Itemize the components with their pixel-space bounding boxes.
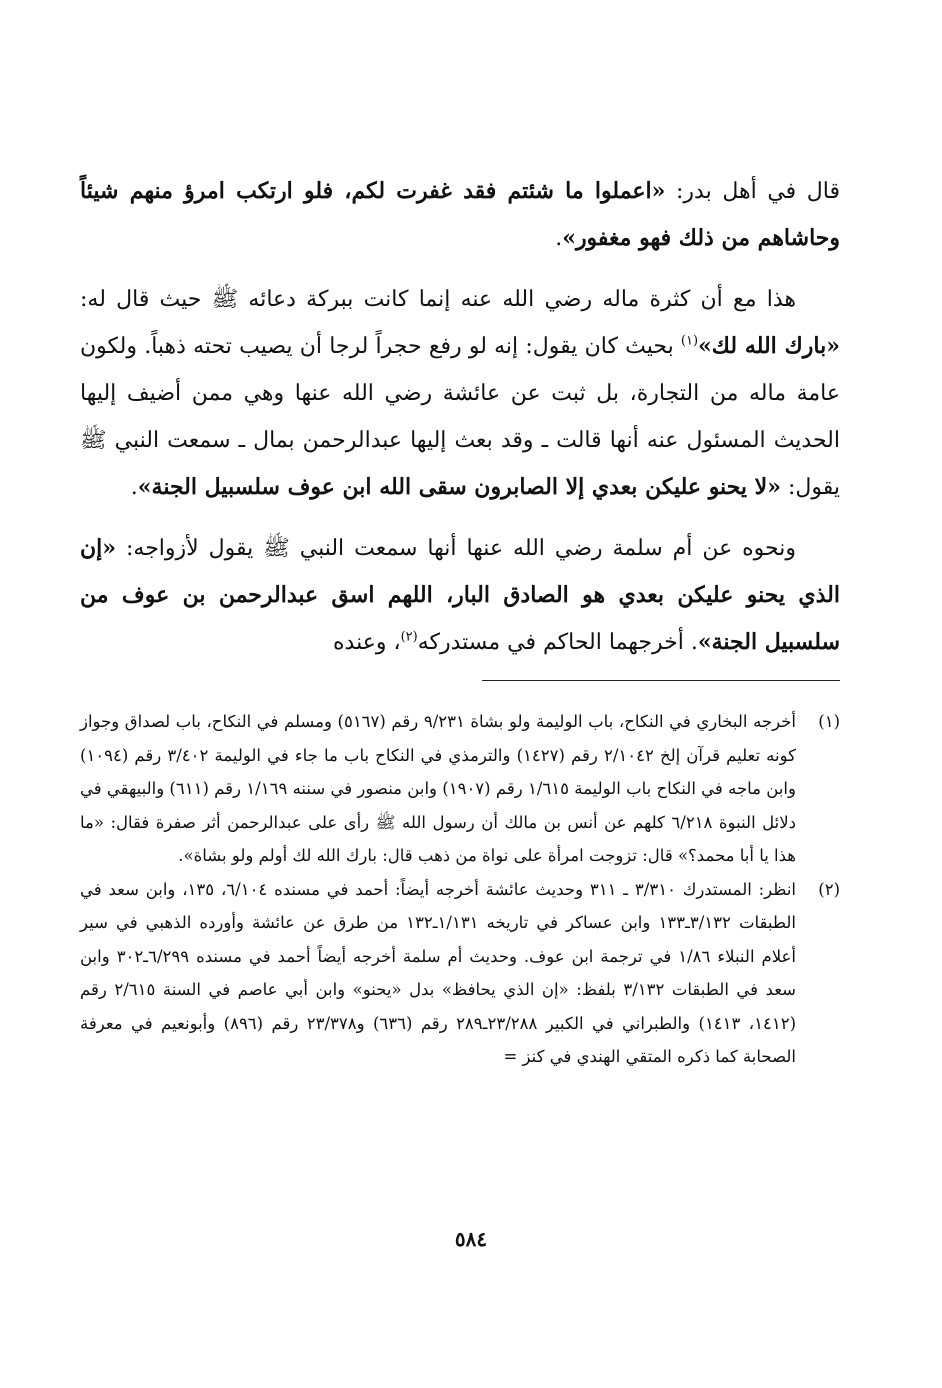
paragraph-2-end: . — [130, 475, 138, 500]
paragraph-2-body: بحيث كان يقول: إنه لو رفع حجراً لرجا أن يصيب تحته ذهباً. ولكون عامة ماله من التجارة، بل ثبت عن عائشة رضي الله عنها وهي ممن أضيف إليها الحديث المسئول عنه أنها قالت ـ وقد بعث إليها عبدالرحمن بمال ـ سمعت النبي ﷺ يقول: — [80, 334, 840, 500]
footnote-1 — [80, 705, 840, 873]
main-text — [80, 168, 840, 666]
hadith-quote-1: «اعملوا ما شئتم فقد غفرت لكم، فلو ارتكب امرؤ منهم شيئاً وحاشاهم من ذلك فهو مغفور» — [80, 178, 840, 251]
paragraph-3-end: ، وعنده — [333, 630, 401, 655]
footnote-2 — [80, 873, 840, 1074]
footnote-text: انظر: المستدرك ٣/٣١٠ ـ ٣١١ وحديث عائشة أخرجه أيضاً: أحمد في مسنده ٦/١٠٤، ١٣٥، وابن سعد في الطبقات ٣/١٣٢ـ١٣٣ وابن عساكر في تاريخه ١/١٣١ـ١٣٢ من طرق عن عائشة وأورده الذهبي في سير أعلام النبلاء ١/٨٦ في ترجمة ابن عوف. وحديث أم سلمة أخرجه أيضاً أحمد في مسنده ٦/٢٩٩ـ٣٠٢ وابن سعد في الطبقات ٣/١٣٢ بلفظ: «إن الذي يحافظ» بدل «يحنو» وابن أبي عاصم في السنة ٢/٦١٥ رقم (١٤١٢، ١٤١٣) والطبراني في الكبير ٢٣/٢٨٨ـ٢٨٩ رقم (٦٣٦) و٢٣/٣٧٨ رقم (٨٩٦) وأبونعيم في معرفة الصحابة كما ذكره المتقي الهندي في كنز = — [80, 879, 797, 1066]
footnote-ref-1: (١) — [680, 333, 699, 349]
paragraph-3-body: . أخرجهما الحاكم في مستدركه — [417, 630, 698, 655]
paragraph-1 — [80, 168, 840, 262]
footnote-separator — [482, 680, 840, 681]
paragraph-1-intro: قال في أهل بدر: — [665, 179, 840, 204]
footnote-text: أخرجه البخاري في النكاح، باب الوليمة ولو بشاة ٩/٢٣١ رقم (٥١٦٧) ومسلم في النكاح، باب لصداق وجواز كونه تعليم قرآن إلخ ٢/١٠٤٢ رقم (١٤٢٧) والترمذي في النكاح باب ما جاء في الوليمة ٣/٤٠٢ رقم (١٠٩٤) وابن ماجه في النكاح باب الوليمة ١/٦١٥ رقم (١٩٠٧) وابن منصور في سننه ١/١٦٩ رقم (٦١١) والبيهقي في دلائل النبوة ٦/٢١٨ كلهم عن أنس بن مالك أن رسول الله ﷺ رأى على عبدالرحمن أثر صفرة فقال: «ما هذا يا أبا محمد؟» قال: تزوجت امرأة على نواة من ذهب قال: بارك الله لك أولم ولو بشاة». — [80, 712, 797, 865]
paragraph-3 — [80, 525, 840, 666]
page-number: ٥٨٤ — [454, 1227, 488, 1251]
paragraph-2-intro: هذا مع أن كثرة ماله رضي الله عنه إنما كانت ببركة دعائه ﷺ حيث قال له: — [80, 287, 796, 312]
hadith-quote-2: «بارك الله لك» — [698, 333, 840, 359]
document-page — [80, 168, 840, 1074]
paragraph-1-end: . — [555, 226, 563, 251]
footnote-number: (١) — [818, 712, 840, 731]
footnote-ref-2: (٢) — [400, 629, 418, 645]
paragraph-3-intro: ونحوه عن أم سلمة رضي الله عنها أنها سمعت النبي ﷺ يقول لأزواجه: — [116, 536, 796, 561]
footnotes — [80, 705, 840, 1074]
footnote-number: (٢) — [818, 879, 840, 899]
hadith-quote-4: «إن الذي يحنو عليكن بعدي هو الصادق البار، اللهم اسق عبدالرحمن بن عوف من سلسبيل الجنة» — [80, 535, 840, 655]
paragraph-2 — [80, 276, 840, 511]
hadith-quote-3: «لا يحنو عليكن بعدي إلا الصابرون سقى الله ابن عوف سلسبيل الجنة» — [137, 474, 781, 500]
